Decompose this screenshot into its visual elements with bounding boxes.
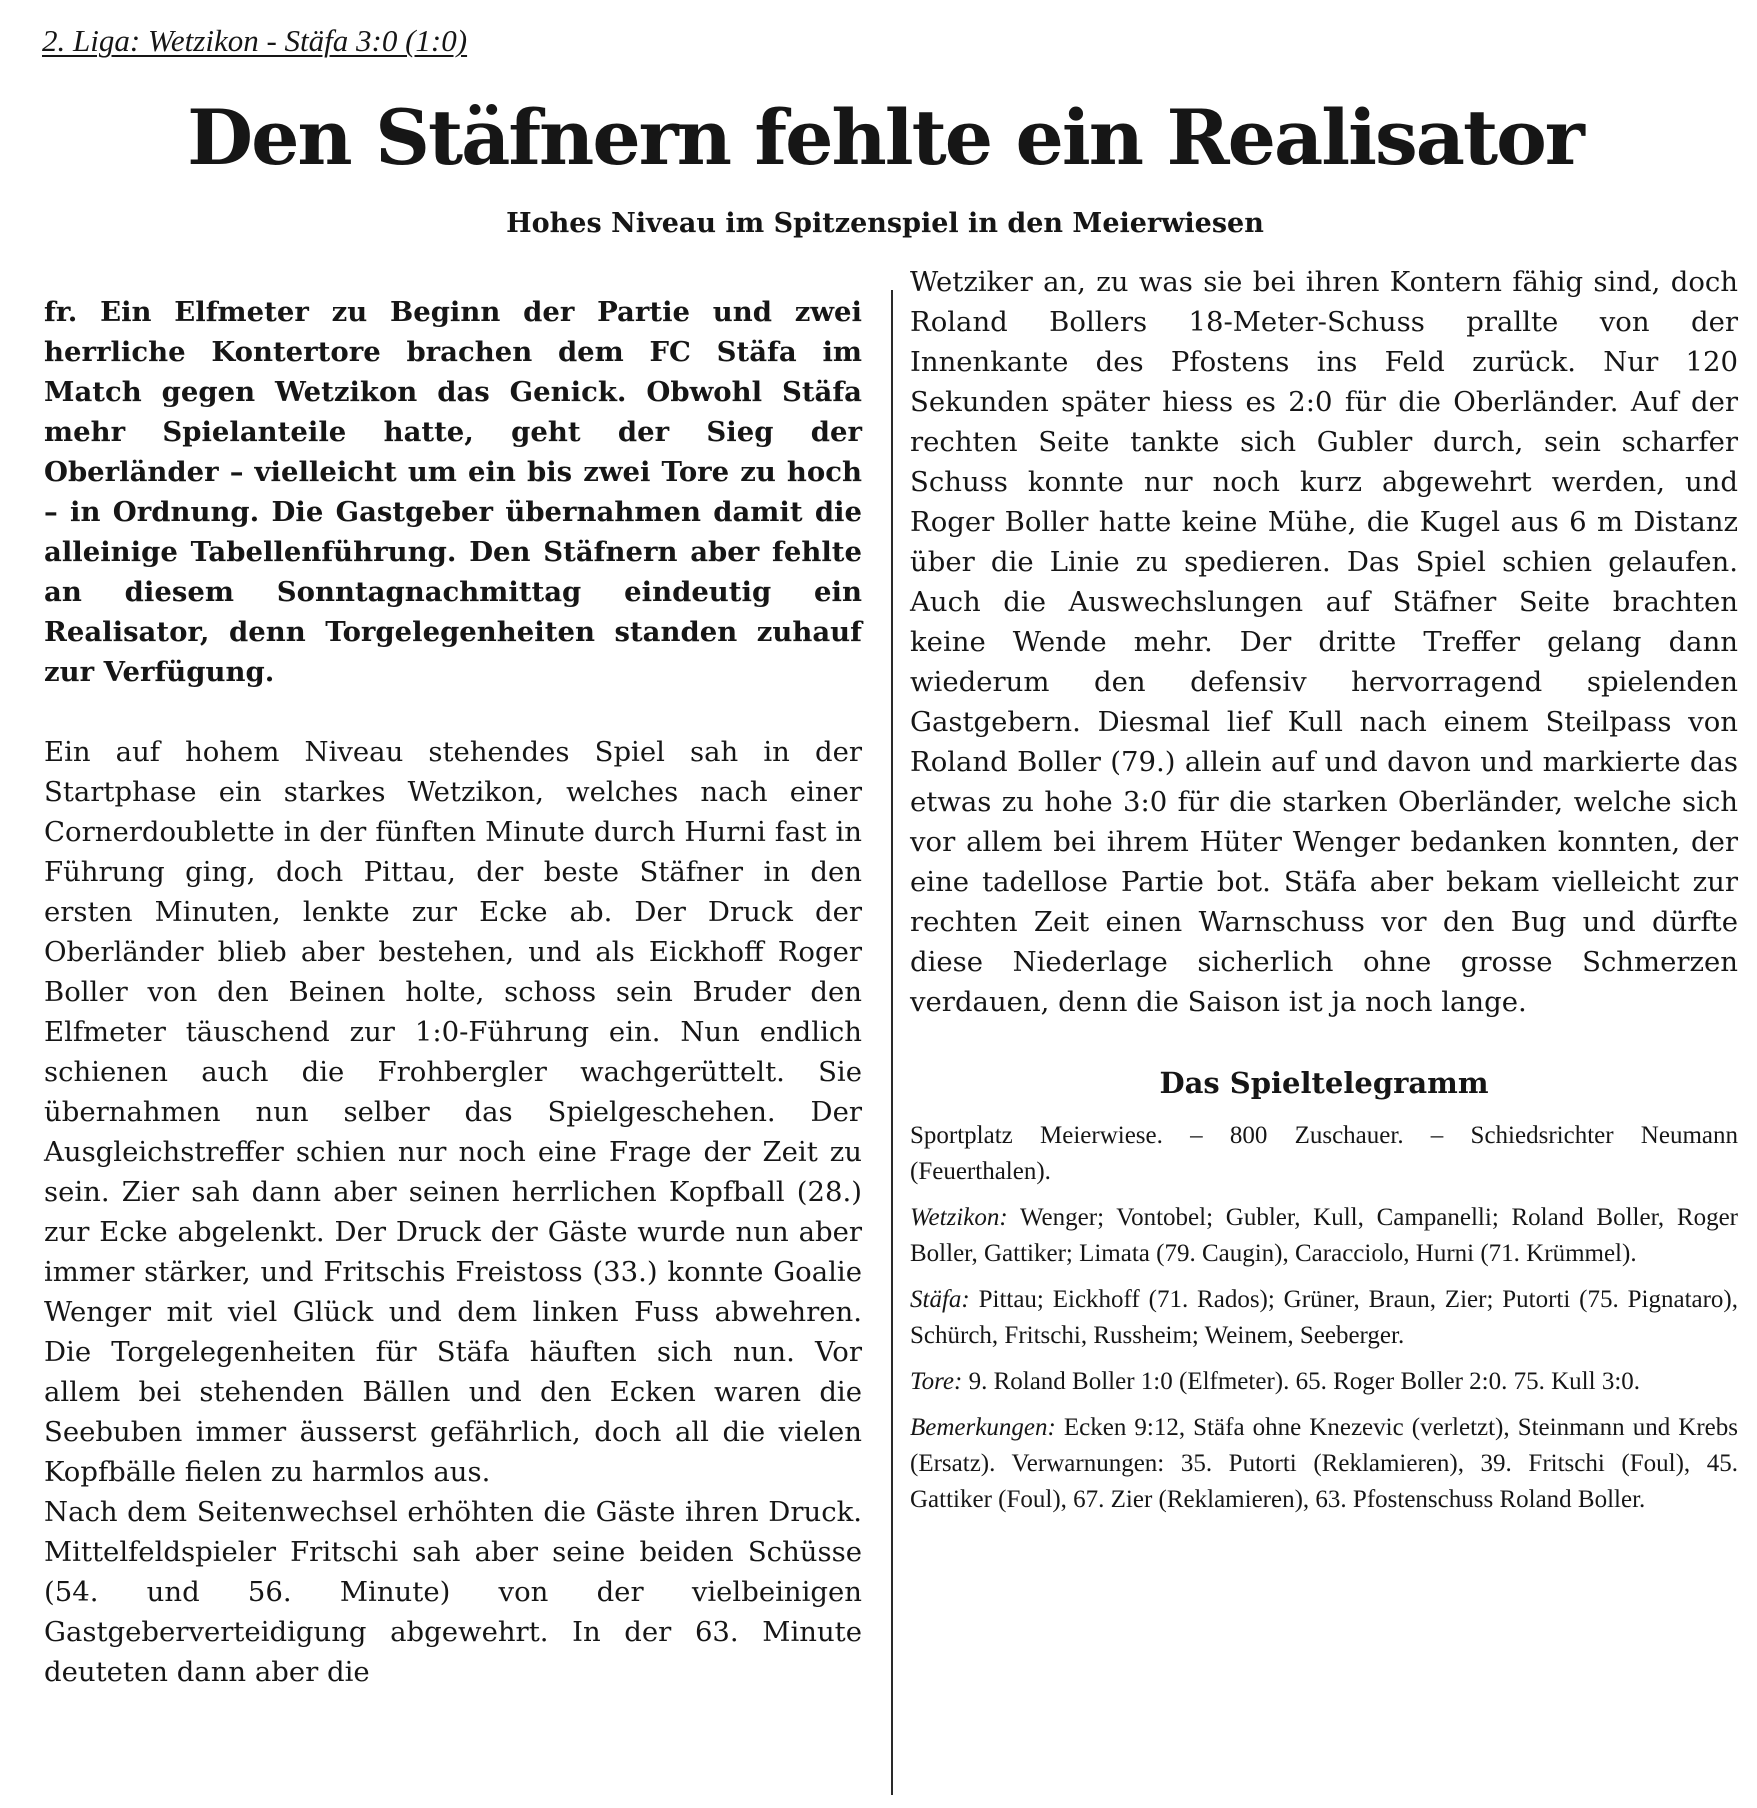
right-column	[910, 262, 1738, 1528]
telegram-wetzikon-label: Wetzikon:	[910, 1204, 1008, 1231]
telegram-remarks-text: Ecken 9:12, Stäfa ohne Knezevic (verletzt), Steinmann und Krebs (Ersatz). Verwarnungen: 35. Putorti (Reklamieren), 39. Fritschi (Foul), 45. Gattiker (Foul), 67. Zier (Reklamieren), 63. Pfostenschuss Roland Boller.	[910, 1414, 1739, 1513]
telegram-goals-label: Tore:	[910, 1368, 963, 1395]
telegram-staefa-lineup: Pittau; Eickhoff (71. Rados); Grüner, Braun, Zier; Putorti (75. Pignataro), Schürch, Fritschi, Russheim; Weinem, Seeberger.	[910, 1286, 1739, 1349]
lead-paragraph: fr. Ein Elfmeter zu Beginn der Partie und zwei herrliche Kontertore brachen dem FC Stäfa im Match gegen Wetzikon das Genick. Obwohl Stäfa mehr Spielanteile hatte, geht der Sieg der Oberländer – vielleicht um ein bis zwei Tore zu hoch – in Ordnung. Die Gastgeber übernahmen damit die alleinige Tabellenführung. Den Stäfnern aber fehlte an diesem Sonntagnachmittag eindeutig ein Realisator, denn Torgelegenheiten standen zuhauf zur Verfügung.	[44, 296, 862, 688]
telegram-venue: Sportplatz Meierwiese. – 800 Zuschauer. – Schiedsrichter Neumann (Feuerthalen).	[910, 1122, 1738, 1185]
body-paragraph-2: Nach dem Seitenwechsel erhöhten die Gäste ihren Druck. Mittelfeldspieler Fritschi sah aber seine beiden Schüsse (54. und 56. Minute) von der vielbeinigen Gastgeberverteidigung abgewehrt. In der 63. Minute deuteten dann aber die	[44, 1496, 862, 1688]
column-divider	[891, 290, 893, 1795]
telegram-wetzikon	[910, 1200, 1738, 1272]
telegram-remarks	[910, 1410, 1738, 1518]
subheadline: Hohes Niveau im Spitzenspiel in den Meierwiesen	[506, 208, 1264, 239]
telegram-goals	[910, 1364, 1738, 1400]
kicker-line: 2. Liga: Wetzikon - Stäfa 3:0 (1:0)	[42, 23, 468, 58]
telegram-wetzikon-lineup: Wenger; Vontobel; Gubler, Kull, Campanelli; Roland Boller, Roger Boller, Gattiker; Limata (79. Caugin), Caracciolo, Hurni (71. Krümmel).	[910, 1204, 1738, 1267]
body-paragraph-3: Wetziker an, zu was sie bei ihren Kontern fähig sind, doch Roland Bollers 18-Meter-Schuss prallte von der Innenkante des Pfostens ins Feld zurück. Nur 120 Sekunden später hiess es 2:0 für die Oberländer. Auf der rechten Seite tankte sich Gubler durch, sein scharfer Schuss konnte nur noch kurz abgewehrt werden, und Roger Boller hatte keine Mühe, die Kugel aus 6 m Distanz über die Linie zu spedieren. Das Spiel schien gelaufen. Auch die Auswechslungen auf Stäfner Seite brachten keine Wende mehr. Der dritte Treffer gelang dann wiederum den defensiv hervorragend spielenden Gastgebern. Diesmal lief Kull nach einem Steilpass von Roland Boller (79.) allein auf und davon und markierte das etwas zu hohe 3:0 für die starken Oberländer, welche sich vor allem bei ihrem Hüter Wenger bedanken konnten, der eine tadellose Partie bot. Stäfa aber bekam vielleicht zur rechten Zeit einen Warnschuss vor den Bug und dürfte diese Niederlage sicherlich ohne grosse Schmerzen verdauen, denn die Saison ist ja noch lange.	[910, 266, 1738, 1018]
telegram-remarks-label: Bemerkungen:	[910, 1414, 1056, 1441]
telegram-staefa	[910, 1282, 1738, 1354]
left-column	[44, 292, 862, 1692]
headline: Den Stäfnern fehlte ein Realisator	[187, 93, 1583, 182]
telegram-title: Das Spieltelegramm	[1159, 1066, 1489, 1100]
telegram-staefa-label: Stäfa:	[910, 1286, 970, 1313]
telegram-goals-text: 9. Roland Boller 1:0 (Elfmeter). 65. Roger Boller 2:0. 75. Kull 3:0.	[968, 1368, 1641, 1395]
body-paragraph-1: Ein auf hohem Niveau stehendes Spiel sah in der Startphase ein starkes Wetzikon, welches nach einer Cornerdoublette in der fünften Minute durch Hurni fast in Führung ging, doch Pittau, der beste Stäfner in den ersten Minuten, lenkte zur Ecke ab. Der Druck der Oberländer blieb aber bestehen, und als Eickhoff Roger Boller von den Beinen holte, schoss sein Bruder den Elfmeter täuschend zur 1:0-Führung ein. Nun endlich schienen auch die Frohbergler wachgerüttelt. Sie übernahmen nun selber das Spielgeschehen. Der Ausgleichstreffer schien nur noch eine Frage der Zeit zu sein. Zier sah dann aber seinen herrlichen Kopfball (28.) zur Ecke abgelenkt. Der Druck der Gäste wurde nun aber immer stärker, und Fritschis Freistoss (33.) konnte Goalie Wenger mit viel Glück und dem linken Fuss abwehren. Die Torgelegenheiten für Stäfa häuften sich nun. Vor allem bei stehenden Bällen und den Ecken waren die Seebuben immer äusserst gefährlich, doch all die vielen Kopfbälle fielen zu harmlos aus.	[44, 736, 862, 1488]
